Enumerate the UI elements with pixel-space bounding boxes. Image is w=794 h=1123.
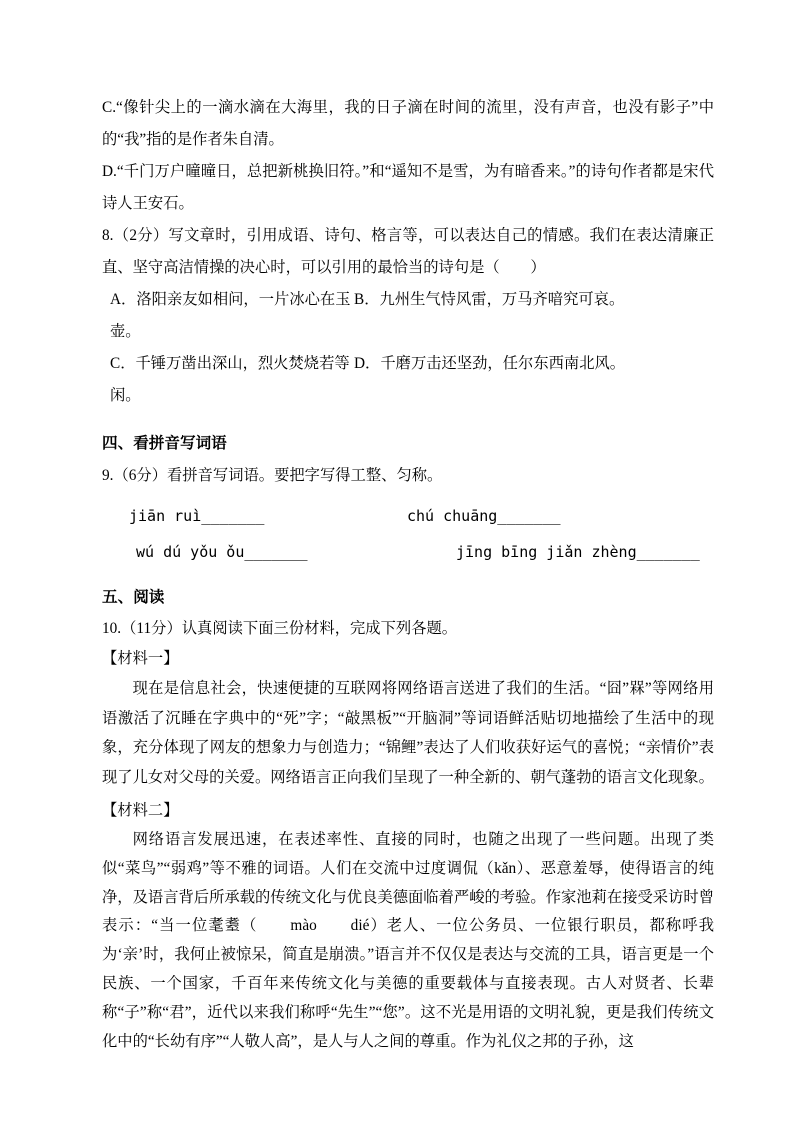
pinyin-row-1	[102, 498, 714, 534]
q8-options-row-2	[102, 348, 714, 412]
material2-paragraph: 网络语言发展迅速，在表述率性、直接的同时，也随之出现了一些问题。出现了类似“菜鸟”“弱鸡”等不雅的词语。人们在交流中过度调侃（kǎn）、恶意羞辱，使得语言的纯净，及语言背后所承载的传统文化与优良美德面临着严峻的考验。作家池莉在接受采访时曾表示：“当一位耄耋（ mào dié）老人、一位公务员、一位银行职员，都称呼我为‘亲’时，我何止被惊呆，简直是崩溃。”语言并不仅仅是表达与交流的工具，语言更是一个民族、一个国家，千百年来传统文化与美德的重要载体与直接表现。古人对贤者、长辈称“子”称“君”，近代以来我们称呼“先生”“您”。这不光是用语的文明礼貌，更是我们传统文化中的“长幼有序”“人敬人高”，是人与人之间的尊重。作为礼仪之邦的子孙，这	[102, 831, 714, 1050]
pinyin-row-2	[102, 534, 714, 570]
pinyin-blank-jing-bing-jian-zheng: jīng bīng jiǎn zhèng_______	[456, 543, 700, 561]
q8-option-a: A．洛阳亲友如相问，一片冰心在玉壶。	[110, 291, 351, 340]
pinyin-blank-wu-du-you-ou: wú dú yǒu ǒu_______	[136, 543, 308, 561]
q8-options-row-1	[102, 284, 714, 348]
q10-stem: 10.（11分）认真阅读下面三份材料，完成下列各题。	[102, 620, 458, 637]
q9-stem: 9.（6分）看拼音写词语。要把字写得工整、匀称。	[102, 467, 443, 484]
section5-heading: 五、阅读	[102, 589, 165, 606]
pinyin-blank-jian-rui: jiān ruì_______	[129, 507, 265, 525]
q7-option-c: C.“像针尖上的一滴水滴在大海里，我的日子滴在时间的流里，没有声音，也没有影子”中的“我”指的是作者朱自清。	[102, 99, 714, 148]
q9-pinyin-blanks	[102, 498, 714, 570]
material1-paragraph: 现在是信息社会，快速便捷的互联网将网络语言送进了我们的生活。“囧”槑”等网络用语激活了沉睡在字典中的“死”字；“敲黑板”“开脑洞”等词语鲜活贴切地描绘了生活中的现象，充分体现了网友的想象力与创造力；“锦鲤”表达了人们收获好运气的喜悦；“亲情价”表现了儿女对父母的关爱。网络语言正向我们呈现了一种全新的、朝气蓬勃的语言文化现象。	[102, 680, 714, 786]
material2-label: 【材料二】	[102, 802, 179, 819]
pinyin-blank-chu-chuang: chú chuāng_______	[407, 507, 561, 525]
q8-option-d: D．千磨万击还坚劲，任尔东西南北风。	[354, 355, 626, 372]
material1-label: 【材料一】	[102, 650, 179, 667]
q8-stem: 8.（2分）写文章时，引用成语、诗句、格言等，可以表达自己的情感。我们在表达清廉正直、坚守高洁情操的决心时，可以引用的最恰当的诗句是（ ）	[102, 227, 714, 276]
q8-option-c: C．千锤万凿出深山，烈火焚烧若等闲。	[110, 355, 350, 404]
section4-heading: 四、看拼音写词语	[102, 435, 227, 452]
q8-option-b: B．九州生气恃风雷，万马齐喑究可哀。	[354, 291, 625, 308]
q7-option-d: D.“千门万户曈曈日，总把新桃换旧符。”和“遥知不是雪，为有暗香来。”的诗句作者都是宋代诗人王安石。	[102, 163, 714, 212]
